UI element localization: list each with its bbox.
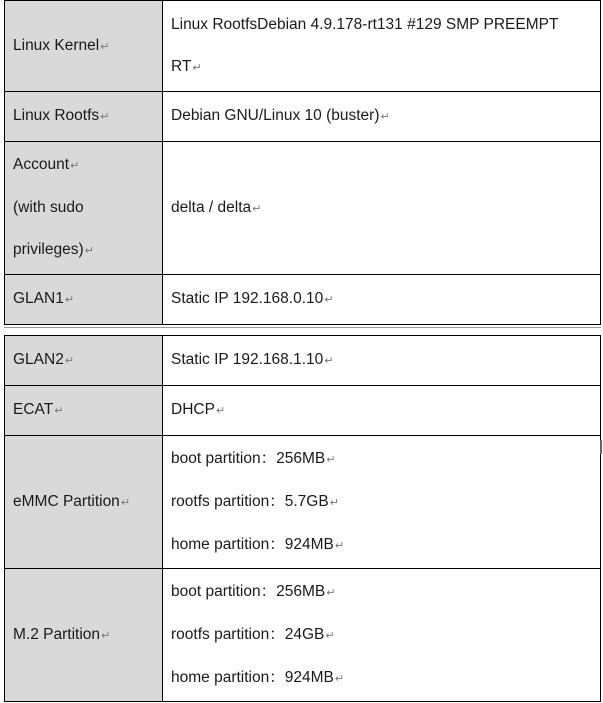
value-line — [171, 481, 592, 524]
value-line — [171, 614, 592, 657]
label-cell — [5, 336, 163, 386]
spec-table-bottom — [4, 335, 601, 702]
value-text: home partition：924MB — [171, 668, 334, 686]
label-cell — [5, 275, 163, 325]
table-row-glan1 — [5, 275, 601, 325]
label-text: privileges) — [13, 241, 84, 258]
paragraph-mark-icon: ↵ — [329, 496, 339, 509]
value-text: Static IP 192.168.1.10 — [171, 351, 324, 368]
paragraph-mark-icon: ↵ — [64, 355, 75, 367]
value-cell — [163, 92, 601, 142]
value-text: rootfs partition：5.7GB — [171, 492, 329, 510]
table-row-account — [5, 142, 601, 275]
value-line — [171, 46, 592, 89]
value-line — [171, 4, 592, 46]
paragraph-mark-icon: ↵ — [334, 672, 345, 685]
paragraph-mark-icon: ↵ — [215, 405, 226, 417]
value-cell — [163, 1, 601, 92]
paragraph-mark-icon: ↵ — [70, 160, 80, 172]
page-break-line — [4, 327, 601, 328]
value-cell — [163, 336, 601, 386]
paragraph-mark-icon: ↵ — [120, 496, 131, 509]
paragraph-mark-icon: ↵ — [100, 111, 110, 123]
table-row-linux-kernel — [5, 1, 601, 92]
table-row-emmc-partition — [5, 436, 601, 569]
value-cell — [163, 569, 601, 702]
paragraph-mark-icon: ↵ — [64, 294, 75, 306]
paragraph-mark-icon: ↵ — [192, 61, 202, 74]
value-line — [171, 571, 592, 614]
label-cell — [5, 1, 163, 92]
value-text: delta / delta — [171, 198, 252, 216]
label-text: Linux Kernel — [13, 36, 100, 54]
paragraph-mark-icon: ↵ — [334, 539, 345, 552]
label-text: ECAT — [13, 401, 54, 418]
paragraph-mark-icon: ↵ — [326, 453, 336, 466]
value-line — [171, 524, 592, 567]
value-text: boot partition：256MB — [171, 582, 326, 600]
label-cell — [5, 92, 163, 142]
value-text: home partition：924MB — [171, 535, 334, 553]
paragraph-mark-icon: ↵ — [101, 629, 111, 642]
table-row-ecat — [5, 386, 601, 436]
value-cell — [163, 142, 601, 275]
label-line — [13, 144, 154, 187]
label-cell — [5, 436, 163, 569]
label-text: GLAN2 — [13, 351, 64, 368]
value-line — [171, 438, 592, 481]
value-text: RT — [171, 57, 192, 75]
paragraph-mark-icon: ↵ — [84, 245, 94, 257]
label-line — [13, 187, 154, 229]
value-cell — [163, 436, 601, 569]
value-text: DHCP — [171, 401, 215, 418]
table-end-mark — [600, 440, 602, 454]
value-cell — [163, 386, 601, 436]
paragraph-mark-icon: ↵ — [325, 629, 335, 642]
value-text: Debian GNU/Linux 10 (buster) — [171, 107, 380, 124]
label-cell — [5, 142, 163, 275]
label-cell — [5, 569, 163, 702]
table-row-linux-rootfs — [5, 92, 601, 142]
paragraph-mark-icon: ↵ — [324, 294, 334, 306]
paragraph-mark-icon: ↵ — [54, 405, 64, 417]
value-text: Linux RootfsDebian 4.9.178-rt131 #129 SMP PREEMPT — [171, 15, 559, 33]
label-text: Account — [13, 156, 70, 173]
label-line — [13, 229, 154, 272]
label-cell — [5, 386, 163, 436]
value-line — [171, 657, 592, 700]
label-text: (with sudo — [13, 199, 84, 216]
value-cell — [163, 275, 601, 325]
paragraph-mark-icon: ↵ — [100, 40, 110, 53]
value-text: boot partition：256MB — [171, 449, 326, 467]
paragraph-mark-icon: ↵ — [326, 586, 336, 599]
table-row-m2-partition — [5, 569, 601, 702]
value-text: rootfs partition：24GB — [171, 625, 325, 643]
paragraph-mark-icon: ↵ — [324, 355, 334, 367]
spec-table-top — [4, 0, 601, 325]
value-text: Static IP 192.168.0.10 — [171, 290, 324, 307]
label-text: M.2 Partition — [13, 625, 101, 643]
paragraph-mark-icon: ↵ — [380, 111, 390, 123]
paragraph-mark-icon: ↵ — [252, 202, 262, 215]
label-text: Linux Rootfs — [13, 107, 100, 124]
label-text: GLAN1 — [13, 290, 64, 307]
label-text: eMMC Partition — [13, 492, 120, 510]
table-row-glan2 — [5, 336, 601, 386]
